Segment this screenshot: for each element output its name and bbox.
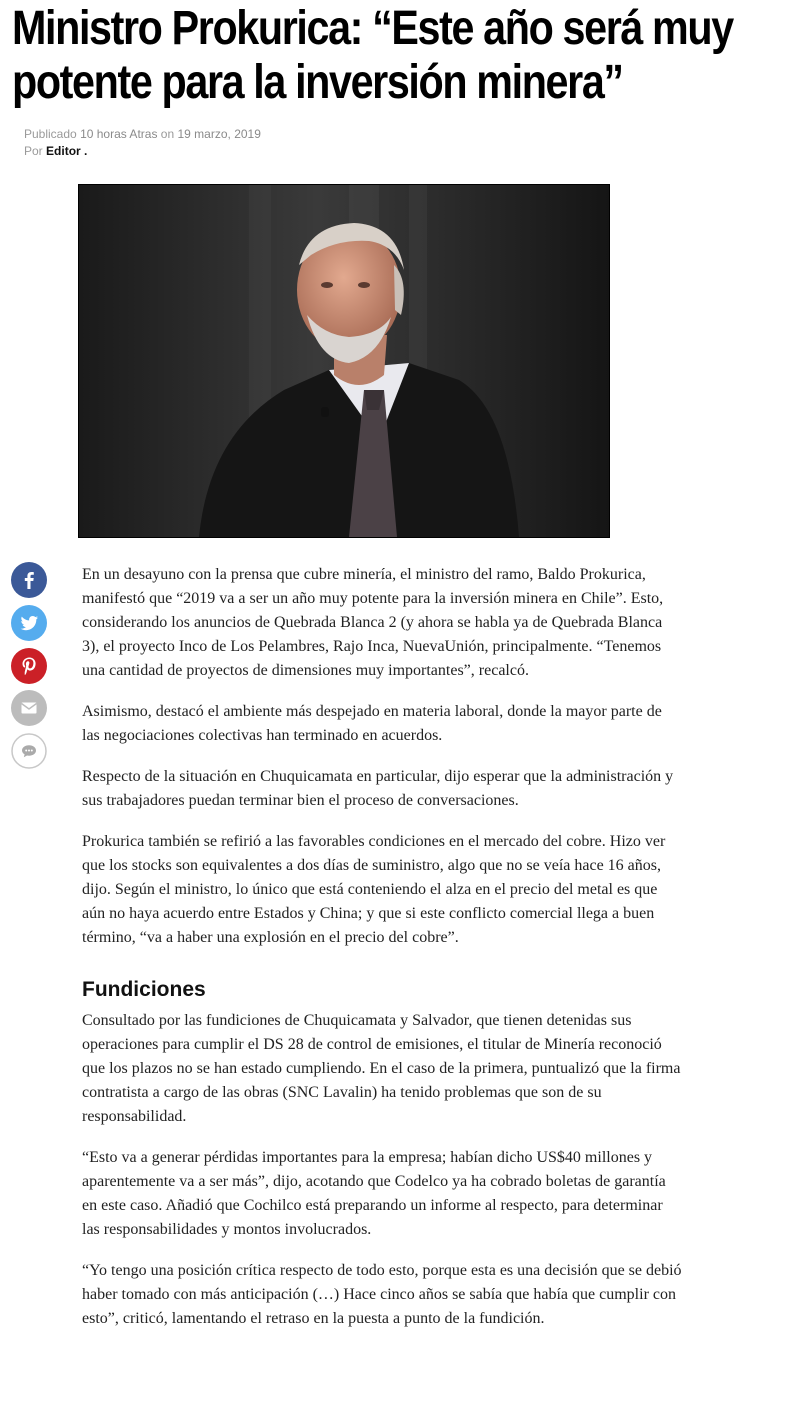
pinterest-share-button[interactable] bbox=[11, 648, 47, 684]
facebook-icon bbox=[11, 562, 47, 598]
by-prefix: Por bbox=[24, 144, 43, 158]
facebook-share-button[interactable] bbox=[11, 562, 47, 598]
article-title bbox=[12, 2, 733, 110]
comment-button[interactable] bbox=[11, 733, 47, 769]
paragraph-4: Prokurica también se refirió a las favorables condiciones en el mercado del cobre. Hizo ver que los stocks son equivalentes a dos días de suministro, algo que no se veía hace 16 años, dijo. Según el ministro, lo único que está conteniendo el alza en el precio del metal es que aún no haya acuerdo entre Estados y China; y que si este conflicto comercial llega a buen término, “va a haber una explosión en el precio del cobre”. bbox=[82, 833, 666, 946]
on-word: on bbox=[160, 127, 175, 141]
section-heading-fundiciones: Fundiciones bbox=[82, 978, 206, 1001]
paragraph-1: En un desayuno con la prensa que cubre minería, el ministro del ramo, Baldo Prokurica, manifestó que “2019 va a ser un año muy potente para la inversión minera en Chile”. Esto, considerando los anuncios de Quebrada Blanca 2 (y ahora se habla ya de Quebrada Blanca 3), el proyecto Inco de Los Pelambres, Rajo Inca, NuevaUnión, principalmente. “Tenemos una cantidad de proyectos de dimensiones muy importantes”, recalcó. bbox=[82, 566, 664, 679]
byline bbox=[24, 143, 261, 160]
published-ago: 10 horas Atras bbox=[80, 127, 158, 141]
article-meta bbox=[24, 126, 261, 160]
article-title-line-1: Ministro Prokurica: “Este año será muy bbox=[12, 2, 733, 55]
twitter-share-button[interactable] bbox=[11, 605, 47, 641]
article-title-line-2: potente para la inversión minera” bbox=[12, 56, 623, 109]
paragraph-7: “Yo tengo una posición crítica respecto de todo esto, porque esta es una decisión que se debió haber tomado con más anticipación (…) Hace cinco años se sabía que había que cumplir con esto”, criticó, lamentando el retraso en la puesta a punto de la fundición. bbox=[82, 1262, 682, 1327]
minister-portrait-illustration bbox=[79, 185, 609, 537]
paragraph-3: Respecto de la situación en Chuquicamata en particular, dijo esperar que la administración y sus trabajadores puedan terminar bien el proceso de conversaciones. bbox=[82, 768, 674, 809]
author-link[interactable]: Editor . bbox=[46, 144, 88, 158]
publish-date: 19 marzo, 2019 bbox=[177, 127, 261, 141]
article-body bbox=[82, 563, 682, 1348]
paragraph-6: “Esto va a generar pérdidas importantes para la empresa; habían dicho US$40 millones y aparentemente va a ser más”, dijo, acotando que Codelco ya ha cobrado boletas de garantía en este caso. Añadió que Cochilco está preparando un informe al respecto, para determinar las responsabilidades y montos involucrados. bbox=[82, 1149, 666, 1238]
paragraph-2: Asimismo, destacó el ambiente más despejado en materia laboral, donde la mayor parte de las negociaciones colectivas han terminado en acuerdos. bbox=[82, 703, 662, 744]
publish-info bbox=[24, 126, 261, 143]
paragraph-5: Consultado por las fundiciones de Chuquicamata y Salvador, que tienen detenidas sus operaciones para cumplir el DS 28 de control de emisiones, el titular de Minería reconoció que los plazos no se han estado cumpliendo. En el caso de la primera, puntualizó que la firma contratista a cargo de las obras (SNC Lavalin) ha tenido problemas que son de su responsabilidad. bbox=[82, 1012, 681, 1125]
pinterest-icon bbox=[11, 648, 47, 684]
envelope-icon bbox=[11, 690, 47, 726]
twitter-icon bbox=[11, 605, 47, 641]
published-prefix: Publicado bbox=[24, 127, 77, 141]
article-photo bbox=[78, 184, 610, 538]
email-share-button[interactable] bbox=[11, 690, 47, 726]
comment-icon bbox=[11, 733, 47, 769]
